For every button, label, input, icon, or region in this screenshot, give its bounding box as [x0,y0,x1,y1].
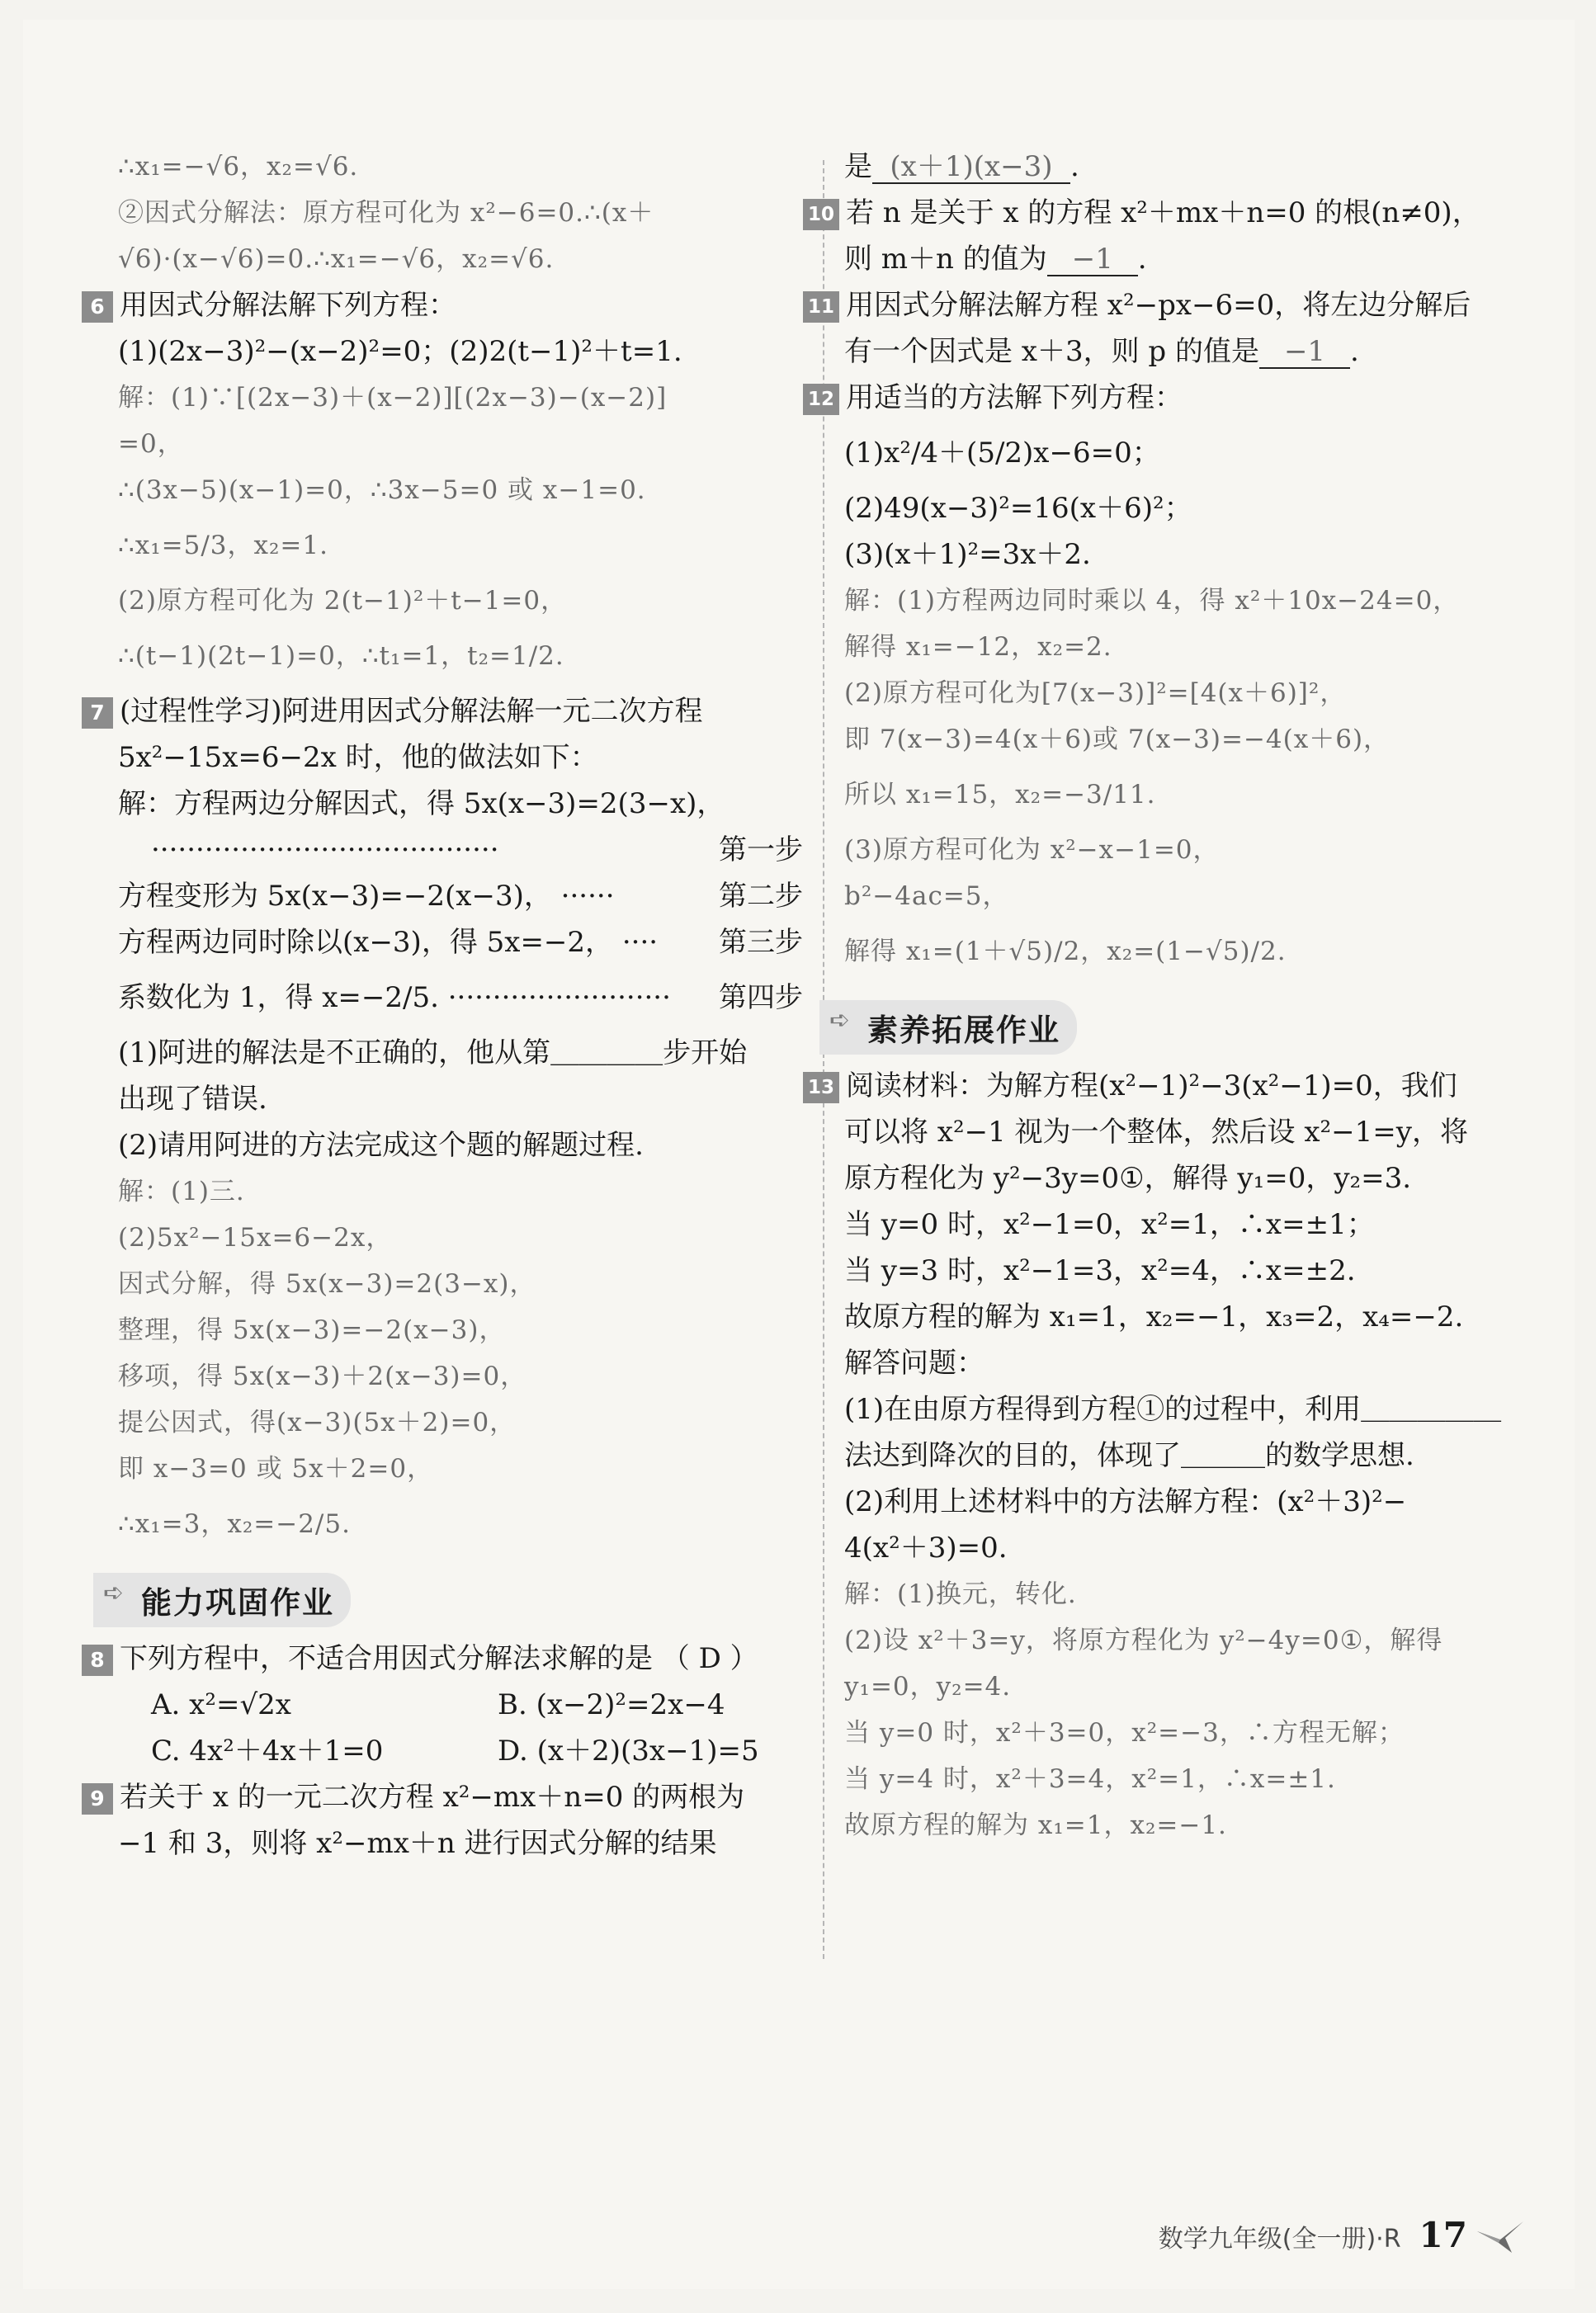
question-12 [807,375,1529,421]
section-header: ➪ 能力巩固作业 [93,1573,803,1631]
question-stem-cont: 有一个因式是 x＋3，则 p 的值是 −1 . [844,335,1359,368]
question-stem: 下列方程中，不适合用因式分解法求解的是 （ D ） [120,1642,758,1675]
question-part: (3)(x＋1)²=3x＋2. [844,538,1091,571]
option-c: C. 4x²＋4x＋1=0 [151,1735,384,1768]
dot-leader: ······································· [151,833,499,866]
question-number-badge: 12 [803,384,839,415]
question-number-badge: 6 [82,291,113,323]
solution-step: 方程两边同时除以(x−3)，得 5x=−2， ···· 第三步 [118,919,803,965]
arrow-icon: ➪ [103,1579,126,1607]
question-stem: 用因式分解法解下列方程： [120,289,456,322]
step-label: 第三步 [719,926,803,959]
question-part: (2)请用阿进的方法完成这个题的解题过程. [118,1129,644,1162]
question-number-badge: 7 [82,697,113,729]
prev-answer-line: ∴x₁=−√6，x₂=√6. [118,152,359,182]
answer-blank: (x＋1)(x−3) [872,151,1070,184]
question-parts: (1)(2x−3)²−(x−2)²=0；(2)2(t−1)²＋t=1. [118,335,682,368]
answer-line: ∴(3x−5)(x−1)=0，∴3x−5=0 或 x−1=0. [118,475,646,505]
section-header: ➪ 素养拓展作业 [819,1000,1529,1058]
answer-line: 提公因式，得(x−3)(5x＋2)=0， [118,1408,517,1437]
answer-line: 解：(1)换元，转化. [844,1579,1077,1609]
answer-line: (2)原方程可化为 2(t−1)²＋t−1=0， [118,586,568,616]
question-number-badge: 10 [803,199,839,230]
answer-line: 因式分解，得 5x(x−3)=2(3−x)， [118,1269,536,1299]
option-d: D. (x＋2)(3x−1)=5 [498,1735,759,1768]
reading-material: 解答问题： [844,1347,985,1380]
reading-material: 当 y=3 时，x²−1=3，x²=4，∴x=±2. [844,1254,1356,1287]
question-13 [807,1063,1529,1109]
question-stem-cont: −1 和 3，则将 x²−mx＋n 进行因式分解的结果 [118,1827,717,1860]
question-stem: 若 n 是关于 x 的方程 x²＋mx＋n=0 的根(n≠0)， [846,196,1480,229]
question-9-end: 是 (x＋1)(x−3) . [844,150,1079,183]
question-part: 法达到降次的目的，体现了＿＿＿的数学思想. [844,1439,1414,1472]
prev-answer-line: √6)·(x−√6)=0.∴x₁=−√6，x₂=√6. [118,244,555,274]
answer-line: 故原方程的解为 x₁=1，x₂=−1. [844,1810,1227,1840]
left-column [90,144,803,1867]
options-row [118,1682,803,1728]
question-stem: 阅读材料：为解方程(x²−1)²−3(x²−1)=0，我们 [846,1069,1457,1102]
question-7 [90,688,803,734]
reading-material: 故原方程的解为 x₁=1，x₂=−1，x₃=2，x₄=−2. [844,1300,1464,1334]
reading-material: 当 y=0 时，x²−1=0，x²=1，∴x=±1； [844,1208,1375,1241]
question-6 [90,282,803,328]
question-stem: 用适当的方法解下列方程： [846,381,1183,414]
question-number-badge: 9 [82,1783,113,1815]
question-part: (2)利用上述材料中的方法解方程：(x²＋3)²− [844,1485,1407,1518]
answer-line: 解：(1)方程两边同时乘以 4，得 x²＋10x−24=0， [844,586,1460,616]
question-8 [90,1636,803,1682]
reading-material: 可以将 x²−1 视为一个整体，然后设 x²−1=y，将 [844,1116,1468,1149]
answer-line: ∴x₁=3，x₂=−2/5. [118,1509,351,1539]
answer-line: 解得 x₁=(1＋√5)/2，x₂=(1−√5)/2. [844,937,1287,966]
question-part: (1)阿进的解法是不正确的，他从第＿＿＿＿步开始 [118,1036,748,1069]
options-row [118,1728,803,1774]
solution-step: 方程变形为 5x(x−3)=−2(x−3)， ······ 第二步 [118,873,803,919]
answer-blank: −1 [1259,336,1350,369]
answer-line: (2)5x²−15x=6−2x， [118,1223,393,1253]
question-part: (1)在由原方程得到方程①的过程中，利用＿＿＿＿＿ [844,1393,1502,1426]
answer-line: =0， [118,429,184,459]
option-a: A. x²=√2x [151,1688,291,1721]
question-number-badge: 11 [803,291,839,323]
question-part: (2)49(x−3)²=16(x＋6)²； [844,492,1192,525]
workbook-page [23,20,1575,2289]
answer-line: 移项，得 5x(x−3)＋2(x−3)=0， [118,1362,527,1391]
option-b: B. (x−2)²=2x−4 [498,1688,725,1721]
answer-line: 所以 x₁=15，x₂=−3/11. [844,780,1156,810]
step-label: 第一步 [719,833,803,866]
paper-crane-icon [1476,2215,1525,2256]
answer-line: 即 7(x−3)=4(x＋6)或 7(x−3)=−4(x＋6)， [844,725,1391,754]
answer-line: y₁=0，y₂=4. [844,1672,1012,1702]
question-stem: (过程性学习)阿进用因式分解法解一元二次方程 [120,695,703,728]
answer-line: 即 x−3=0 或 5x＋2=0， [118,1454,434,1484]
question-number-badge: 8 [82,1645,113,1676]
step-label: 第二步 [719,880,803,913]
solution-step [118,827,803,873]
solution-step: 系数化为 1，得 x=−2/5. ························· 第四步 [118,965,803,1030]
answer-line: 整理，得 5x(x−3)=−2(x−3)， [118,1315,506,1345]
question-11 [807,282,1529,328]
answer-line: 当 y=4 时，x²＋3=4，x²=1，∴x=±1. [844,1764,1336,1794]
arrow-icon: ➪ [829,1006,852,1035]
step-label: 第四步 [719,981,803,1014]
book-title: 数学九年级(全一册)·R [1158,2225,1401,2254]
question-part: 出现了错误. [118,1083,267,1116]
prev-answer-line: ②因式分解法：原方程可化为 x²−6=0.∴(x＋ [118,198,654,228]
answer-line: 解：(1)∵[(2x−3)＋(x−2)][(2x−3)−(x−2)] [118,383,668,413]
answer-line: 解得 x₁=−12，x₂=2. [844,632,1112,662]
question-stem: 用因式分解法解方程 x²−px−6=0，将左边分解后 [846,289,1471,322]
question-9 [90,1774,803,1820]
question-stem-cont: 5x²−15x=6−2x 时，他的做法如下： [118,741,598,774]
answer-line: ∴(t−1)(2t−1)=0，∴t₁=1，t₂=1/2. [118,641,564,671]
answer-line: (3)原方程可化为 x²−x−1=0， [844,835,1220,865]
answer-line: (2)原方程可化为[7(x−3)]²=[4(x＋6)]²， [844,678,1347,708]
question-stem: 若关于 x 的一元二次方程 x²−mx＋n=0 的两根为 [120,1781,745,1814]
answer-line: (2)设 x²＋3=y，将原方程化为 y²−4y=0①，解得 [844,1626,1443,1655]
question-10 [807,190,1529,236]
answer-blank: −1 [1047,243,1138,276]
question-part: 4(x²＋3)=0. [844,1532,1008,1565]
answer-line: b²−4ac=5， [844,881,1009,911]
question-part: (1)x²/4＋(5/2)x−6=0； [844,437,1160,470]
answer-line: ∴x₁=5/3，x₂=1. [118,531,328,560]
question-stem-cont: 则 m＋n 的值为 −1 . [844,243,1147,276]
page-number: 17 [1419,2215,1467,2255]
answer-line: 解：(1)三. [118,1177,245,1206]
reading-material: 原方程化为 y²−3y=0①，解得 y₁=0，y₂=3. [844,1162,1412,1195]
solution-step: 解：方程两边分解因式，得 5x(x−3)=2(3−x)， [118,787,725,820]
question-number-badge: 13 [803,1072,839,1103]
right-column [807,144,1529,1848]
answer-line: 当 y=0 时，x²＋3=0，x²=−3，∴方程无解； [844,1718,1405,1748]
page-footer [1159,2211,1467,2260]
